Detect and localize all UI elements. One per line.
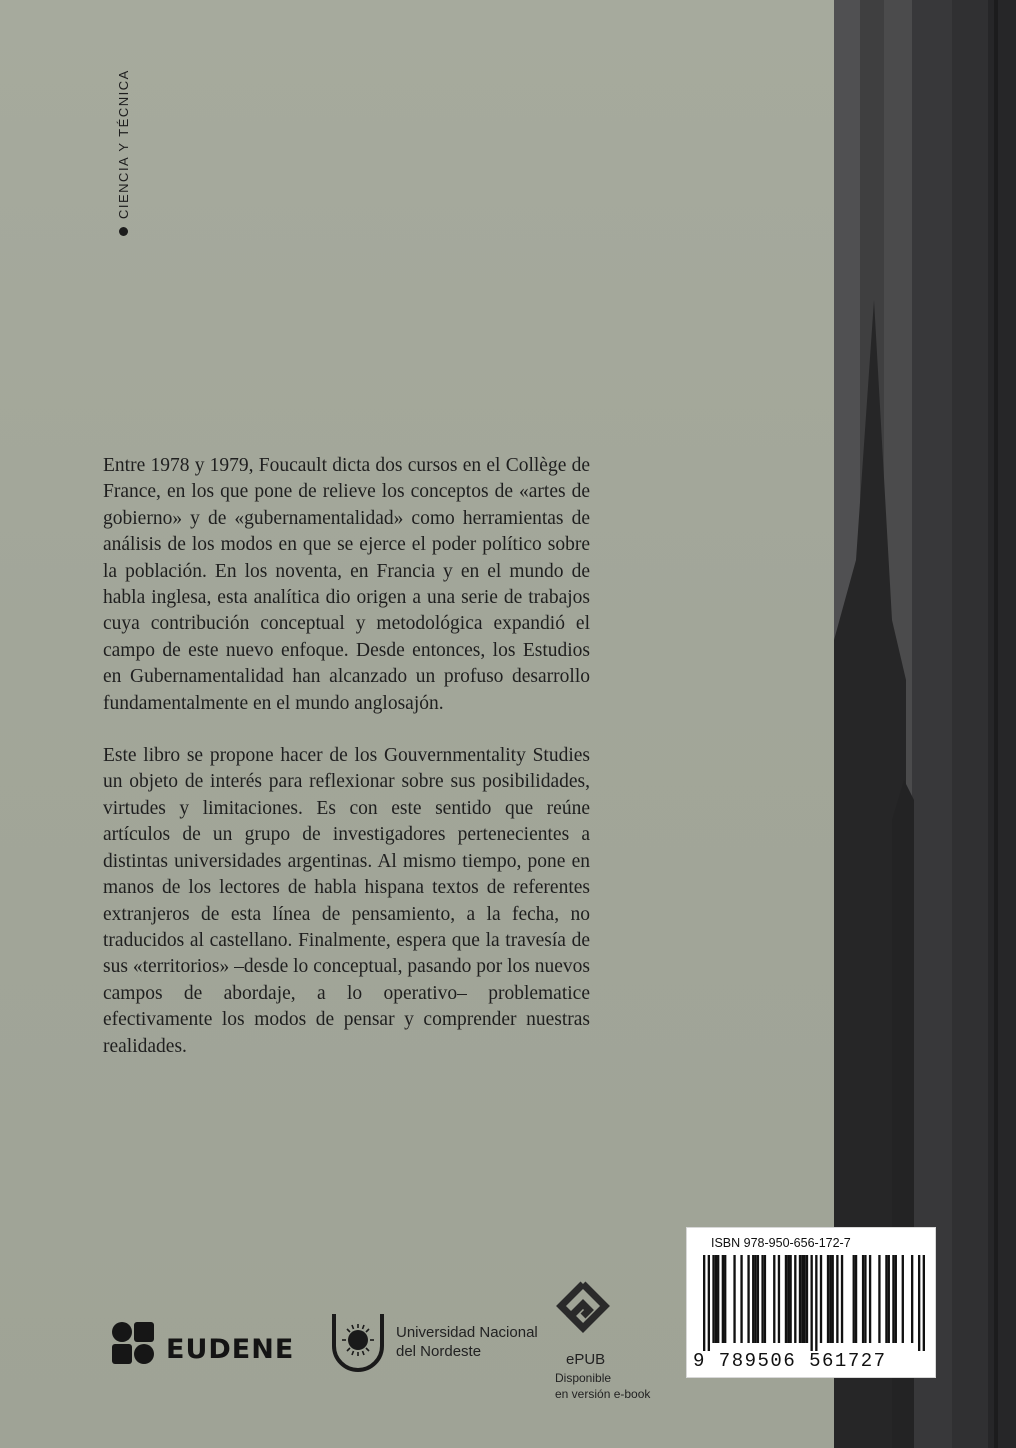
barcode-bar bbox=[832, 1255, 834, 1343]
epub-label: ePUB bbox=[566, 1351, 606, 1368]
barcode-bar bbox=[794, 1255, 796, 1343]
barcode-bar bbox=[806, 1255, 808, 1343]
barcode-bar bbox=[717, 1255, 719, 1343]
barcode-bar bbox=[752, 1255, 754, 1343]
barcode-bar bbox=[787, 1255, 789, 1343]
barcode-bar bbox=[810, 1255, 812, 1351]
barcode-bar bbox=[789, 1255, 791, 1343]
collection-name: CIENCIA Y TÉCNICA bbox=[116, 69, 131, 219]
barcode-bar bbox=[902, 1255, 904, 1343]
isbn-barcode bbox=[686, 1227, 936, 1378]
synopsis-paragraph: Entre 1978 y 1979, Foucault dicta dos cursos en el Collège de France, en los que pone de relieve los conceptos de «artes de gobierno» y de «gubernamentalidad» como herramientas de análisis de los modos en que se ejerce el poder político sobre la población. En los noventa, en Francia y en el mundo de habla inglesa, esta analítica dio origen a una serie de trabajos cuya contribución conceptual y metodológica expandió el campo de este nuevo enfoque. Desde entonces, los Estudios en Gubernamentalidad han alcanzado un profuso desarrollo fundamentalmente en el mundo anglosajón. bbox=[103, 455, 590, 714]
barcode-bar bbox=[885, 1255, 887, 1343]
barcode-bars bbox=[703, 1255, 925, 1351]
barcode-bar bbox=[918, 1255, 920, 1351]
barcode-bar bbox=[733, 1255, 735, 1343]
barcode-bar bbox=[895, 1255, 897, 1343]
barcode-bar bbox=[853, 1255, 855, 1343]
barcode-bar bbox=[778, 1255, 780, 1343]
barcode-bar bbox=[878, 1255, 880, 1343]
barcode-bar bbox=[864, 1255, 866, 1343]
barcode-bar bbox=[829, 1255, 831, 1343]
university-name: Universidad Nacional del Nordeste bbox=[396, 1324, 538, 1360]
barcode-bar bbox=[724, 1255, 726, 1343]
eudene-logo-icon bbox=[112, 1322, 154, 1364]
barcode-bar bbox=[923, 1255, 925, 1351]
barcode-bar bbox=[841, 1255, 843, 1343]
isbn-number: ISBN 978-950-656-172-7 bbox=[711, 1236, 851, 1250]
barcode-bar bbox=[855, 1255, 857, 1343]
barcode-bar bbox=[722, 1255, 724, 1343]
barcode-bar bbox=[862, 1255, 864, 1343]
barcode-bar bbox=[869, 1255, 871, 1343]
barcode-bar bbox=[815, 1255, 817, 1351]
unne-seal-icon bbox=[330, 1310, 386, 1374]
barcode-bar bbox=[715, 1255, 717, 1343]
synopsis-paragraph: Este libro se propone hacer de los Gouvernmentality Studies un objeto de interés para reflexionar sobre sus posibilidades, virtudes y limitaciones. Es con este sentido que reúne artículos de un grupo de investigadores pertenecientes a distintas universidades argentinas. Al mismo tiempo, pone en manos de los lectores de habla hispana textos de referentes extranjeros de esta línea de pensamiento, a la fecha, no traducidos al castellano. Finalmente, espera que la travesía de sus «territorios» –desde lo conceptual, pasando por los nuevos campos de abordaje, a lo operativo– problematice efectivamente los modos de pensar y comprender nuestras realidades. bbox=[103, 745, 590, 1057]
bullet-dot-icon bbox=[119, 227, 128, 236]
barcode-bar bbox=[712, 1255, 714, 1343]
barcode-bar bbox=[708, 1255, 710, 1351]
ebook-note: Disponible en versión e-book bbox=[555, 1371, 651, 1401]
barcode-bar bbox=[703, 1255, 705, 1351]
barcode-bar bbox=[892, 1255, 894, 1343]
barcode-bar bbox=[747, 1255, 749, 1343]
barcode-bar bbox=[820, 1255, 822, 1343]
barcode-bar bbox=[803, 1255, 805, 1343]
epub-badge bbox=[555, 1280, 665, 1402]
eudene-logo bbox=[112, 1320, 294, 1365]
barcode-bar bbox=[888, 1255, 890, 1343]
barcode-bar bbox=[740, 1255, 742, 1343]
epub-icon bbox=[555, 1280, 611, 1344]
barcode-bar bbox=[754, 1255, 756, 1343]
barcode-bar bbox=[801, 1255, 803, 1343]
barcode-bar bbox=[827, 1255, 829, 1343]
publisher-name: EUDENE bbox=[166, 1334, 295, 1365]
collection-label bbox=[116, 69, 131, 236]
barcode-bar bbox=[757, 1255, 759, 1343]
barcode-bar bbox=[761, 1255, 763, 1343]
barcode-bar bbox=[911, 1255, 913, 1343]
barcode-bar bbox=[799, 1255, 801, 1343]
barcode-bar bbox=[764, 1255, 766, 1343]
synopsis bbox=[103, 453, 590, 1086]
barcode-bar bbox=[785, 1255, 787, 1343]
barcode-bar bbox=[836, 1255, 838, 1343]
ean-digits: 9 789506 561727 bbox=[693, 1350, 887, 1372]
barcode-bar bbox=[773, 1255, 775, 1343]
university-logo bbox=[330, 1310, 538, 1374]
